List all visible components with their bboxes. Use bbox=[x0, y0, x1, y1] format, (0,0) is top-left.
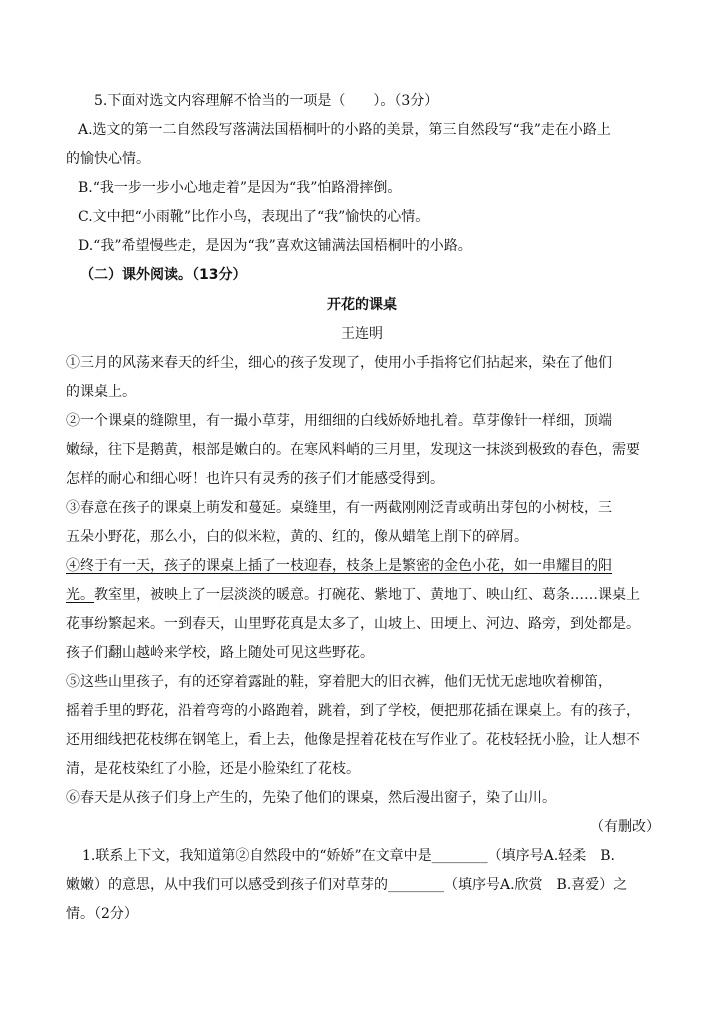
paragraph-4-underlined: ④终于有一天，孩子的课桌上插了一枝迎春，枝条上是繁密的金色小花，如一串耀目的阳 bbox=[66, 558, 612, 574]
paragraph-5-line: ⑤这些山里孩子，有的还穿着露趾的鞋，穿着肥大的旧衣裤，他们无忧无虑地吹着柳笛， bbox=[66, 674, 612, 690]
paragraph-4-line bbox=[66, 586, 640, 604]
revision-note: （有删改） bbox=[590, 819, 660, 835]
paragraph-4-underlined-end: 光。 bbox=[66, 587, 94, 603]
paragraph-5-line: 清，是花枝染红了小脸，还是小脸染红了花枝。 bbox=[66, 761, 360, 777]
paragraph-4-line: 孩子们翻山越岭来学校，路上随处可见这些野花。 bbox=[66, 645, 374, 661]
q1-line: 嫩嫩）的意思，从中我们可以感受到孩子们对草芽的________（填序号A.欣赏 B.喜爱）之 bbox=[66, 877, 628, 893]
paragraph-2-line: 怎样的耐心和细心呀！也许只有灵秀的孩子们才能感受得到。 bbox=[66, 471, 444, 487]
paragraph-5-line: 摇着手里的野花，沿着弯弯的小路跑着，跳着，到了学校，便把那花插在课桌上。有的孩子， bbox=[66, 703, 640, 719]
q5-option-a-cont: 的愉快心情。 bbox=[66, 151, 150, 167]
paragraph-5-line: 还用细线把花枝绑在钢笔上，看上去，他像是捏着花枝在写作业了。花枝轻抚小脸，让人想不 bbox=[66, 732, 640, 748]
article-title: 开花的课桌 bbox=[327, 297, 397, 313]
q5-option-a: A.选文的第一二自然段写落满法国梧桐叶的小路的美景，第三自然段写“我”走在小路上 bbox=[78, 122, 611, 138]
article-author: 王连明 bbox=[341, 326, 383, 342]
paragraph-3-line: ③春意在孩子的课桌上萌发和蔓延。桌缝里，有一两截刚刚泛青或萌出芽包的小树枝，三 bbox=[66, 500, 612, 516]
paragraph-4-text: 教室里，被映上了一层淡淡的暖意。打碗花、紫地丁、黄地丁、映山红、葛条……课桌上 bbox=[94, 587, 640, 603]
q1-line: 1.联系上下文，我知道第②自然段中的“娇娇”在文章中是________（填序号A.轻柔 B. bbox=[82, 848, 615, 864]
q5-option-c: C.文中把“小雨靴”比作小鸟，表现出了“我”愉快的心情。 bbox=[78, 209, 430, 225]
paragraph-4-line: 花事纷繁起来。一到春天，山里野花真是太多了，山坡上、田埂上、河边、路旁，到处都是。 bbox=[66, 616, 640, 632]
q5-option-d: D.“我”希望慢些走，是因为“我”喜欢这铺满法国梧桐叶的小路。 bbox=[78, 238, 472, 254]
section-heading: （二）课外阅读。（13分） bbox=[80, 267, 247, 283]
paragraph-1-line: 的课桌上。 bbox=[66, 384, 136, 400]
q5-stem: 5.下面对选文内容理解不恰当的一项是（ ）。（3分） bbox=[94, 93, 439, 109]
paragraph-2-line: 嫩绿，往下是鹅黄，根部是嫩白的。在寒风料峭的三月里，发现这一抹淡到极致的春色，需要 bbox=[66, 442, 640, 458]
paragraph-6: ⑥春天是从孩子们身上产生的，先染了他们的课桌，然后漫出窗子，染了山川。 bbox=[66, 790, 556, 806]
paragraph-2-line: ②一个课桌的缝隙里，有一撮小草芽，用细细的白线娇娇地扎着。草芽像针一样细，顶端 bbox=[66, 413, 612, 429]
q1-line: 情。（2分） bbox=[66, 906, 138, 922]
q5-option-b: B.“我一步一步小心地走着”是因为“我”怕路滑摔倒。 bbox=[78, 180, 402, 196]
paragraph-3-line: 五朵小野花，那么小，白的似米粒，黄的、红的，像从蜡笔上削下的碎屑。 bbox=[66, 529, 528, 545]
paragraph-1-line: ①三月的风荡来春天的纤尘，细心的孩子发现了，使用小手指将它们拈起来，染在了他们 bbox=[66, 355, 612, 371]
